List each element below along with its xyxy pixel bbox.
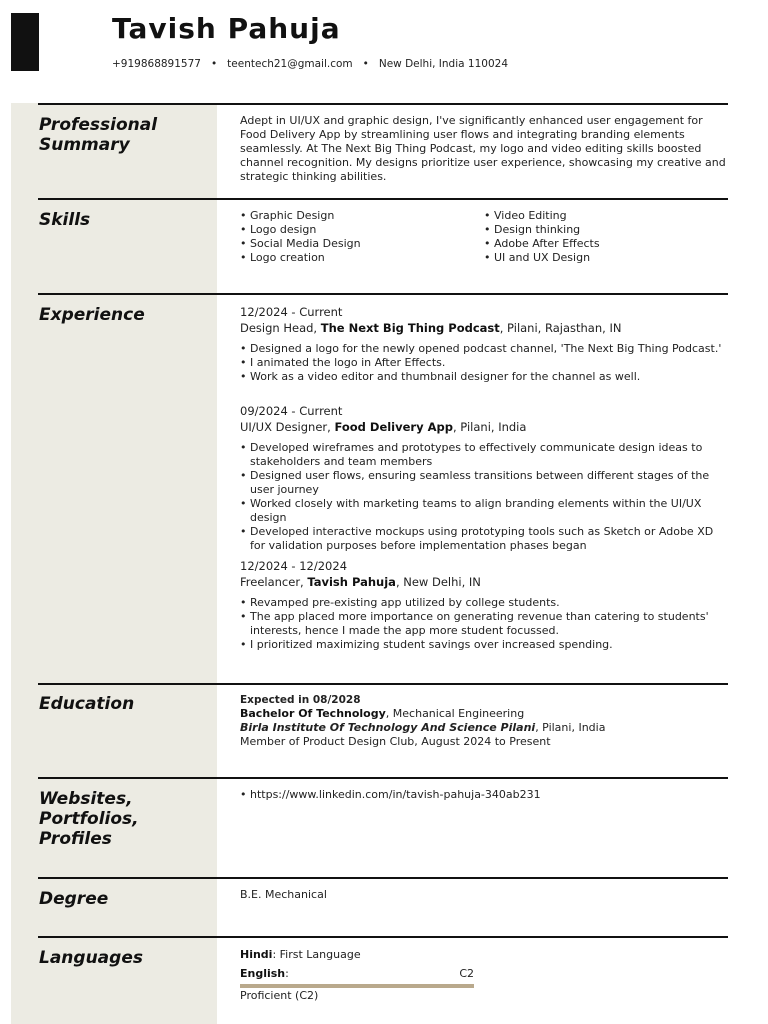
skill-item: • Logo design	[240, 223, 470, 237]
job-bullet: • Worked closely with marketing teams to align branding elements within the UI/UX design	[240, 497, 728, 525]
education-expected: Expected in 08/2028	[240, 694, 361, 706]
job-bullet: • Work as a video editor and thumbnail designer for the channel as well.	[240, 370, 728, 384]
job-company: Tavish Pahuja	[307, 575, 396, 589]
degree-heading: Degree	[39, 889, 109, 909]
section-divider	[38, 936, 728, 938]
language-hindi-value: : First Language	[272, 948, 361, 961]
job-bullet: • I animated the logo in After Effects.	[240, 356, 728, 370]
job-bullets	[240, 342, 728, 384]
websites-heading-line1: Websites,	[39, 789, 133, 809]
language-english-level: C2	[459, 967, 474, 980]
job-location: , Pilani, Rajasthan, IN	[499, 321, 622, 335]
contact-separator: •	[210, 58, 218, 70]
languages-heading: Languages	[39, 948, 143, 968]
job-entry	[240, 403, 728, 553]
section-divider	[38, 293, 728, 295]
skills-list-right	[484, 209, 724, 265]
skill-item: • Adobe After Effects	[484, 237, 724, 251]
language-english-proficiency: Proficient (C2)	[240, 989, 319, 1002]
section-divider	[38, 103, 728, 105]
job-bullets	[240, 441, 728, 553]
candidate-name: Tavish Pahuja	[112, 12, 341, 45]
header-accent-block	[11, 13, 39, 71]
education-school-line	[240, 721, 728, 735]
contact-separator: •	[362, 58, 369, 70]
section-divider	[38, 877, 728, 879]
skill-item: • Graphic Design	[240, 209, 470, 223]
education-degree: Bachelor Of Technology	[240, 707, 386, 720]
job-entry	[240, 558, 728, 652]
section-divider	[38, 198, 728, 200]
email-address: teentech21@gmail.com	[227, 58, 353, 70]
education-field: , Mechanical Engineering	[385, 707, 525, 720]
job-location: , New Delhi, IN	[395, 575, 481, 589]
education-heading: Education	[39, 694, 135, 714]
language-hindi	[240, 948, 361, 962]
job-role-line	[240, 574, 728, 590]
websites-heading	[39, 789, 139, 849]
education-school: Birla Institute Of Technology And Science Pilani	[240, 721, 536, 734]
skill-item: • UI and UX Design	[484, 251, 724, 265]
section-divider	[38, 777, 728, 779]
job-date: 12/2024 - Current	[240, 305, 343, 319]
language-english	[240, 967, 474, 981]
language-hindi-label: Hindi	[240, 948, 273, 961]
job-location: , Pilani, India	[452, 420, 527, 434]
job-bullet: • The app placed more importance on generating revenue than catering to students' interests, hence I made the app more student focussed.	[240, 610, 728, 638]
job-company: The Next Big Thing Podcast	[320, 321, 500, 335]
websites-heading-line2: Portfolios,	[39, 809, 139, 829]
job-bullet: • Designed user flows, ensuring seamless transitions between different stages of the user journey	[240, 469, 728, 497]
job-role-line	[240, 320, 728, 336]
job-bullet: • Revamped pre-existing app utilized by college students.	[240, 596, 728, 610]
job-title: UI/UX Designer,	[240, 420, 331, 434]
job-role-line	[240, 419, 728, 435]
section-divider	[38, 683, 728, 685]
language-proficiency-bar	[240, 984, 474, 988]
education-note: Member of Product Design Club, August 2024 to Present	[240, 735, 551, 748]
summary-text: Adept in UI/UX and graphic design, I've significantly enhanced user engagement for Food Delivery App by streamlining user flows and integrating branding elements seamlessly. At The Next Big Thing Podcast, my logo and video editing skills boosted channel recognition. My designs prioritize user experience, showcasing my creative and strategic thinking abilities.	[240, 114, 726, 183]
websites-list	[240, 788, 728, 802]
job-company: Food Delivery App	[334, 420, 453, 434]
education-school-place: , Pilani, India	[535, 721, 606, 734]
job-title: Design Head,	[240, 321, 318, 335]
job-entry	[240, 304, 728, 384]
job-bullet: • I prioritized maximizing student savings over increased spending.	[240, 638, 728, 652]
job-date: 09/2024 - Current	[240, 404, 343, 418]
summary-heading	[39, 115, 157, 155]
job-title: Freelancer,	[240, 575, 304, 589]
job-bullet: • Developed wireframes and prototypes to effectively communicate design ideas to stakeholders and team members	[240, 441, 728, 469]
contact-line	[112, 58, 508, 70]
summary-heading-line2: Summary	[39, 135, 130, 155]
job-date: 12/2024 - 12/2024	[240, 559, 348, 573]
skill-item: • Social Media Design	[240, 237, 470, 251]
skill-item: • Design thinking	[484, 223, 724, 237]
job-bullets	[240, 596, 728, 652]
websites-heading-line3: Profiles	[39, 829, 112, 849]
location: New Delhi, India 110024	[378, 58, 508, 70]
experience-heading: Experience	[39, 305, 145, 325]
sidebar-background	[11, 103, 217, 1024]
phone-number: +919868891577	[112, 58, 201, 70]
education-degree-line	[240, 707, 728, 721]
skill-item: • Logo creation	[240, 251, 470, 265]
profile-link[interactable]: • https://www.linkedin.com/in/tavish-pahuja-340ab231	[240, 788, 728, 802]
skill-item: • Video Editing	[484, 209, 724, 223]
skills-heading: Skills	[39, 210, 91, 230]
summary-heading-line1: Professional	[39, 115, 158, 135]
language-english-label: English	[240, 967, 286, 980]
skills-list-left	[240, 209, 470, 265]
education-entry	[240, 693, 728, 749]
job-bullet: • Developed interactive mockups using prototyping tools such as Sketch or Adobe XD for validation purposes before implementation phases began	[240, 525, 728, 553]
language-english-colon: :	[285, 967, 289, 980]
job-bullet: • Designed a logo for the newly opened podcast channel, 'The Next Big Thing Podcast.'	[240, 342, 728, 356]
degree-text: B.E. Mechanical	[240, 888, 327, 901]
